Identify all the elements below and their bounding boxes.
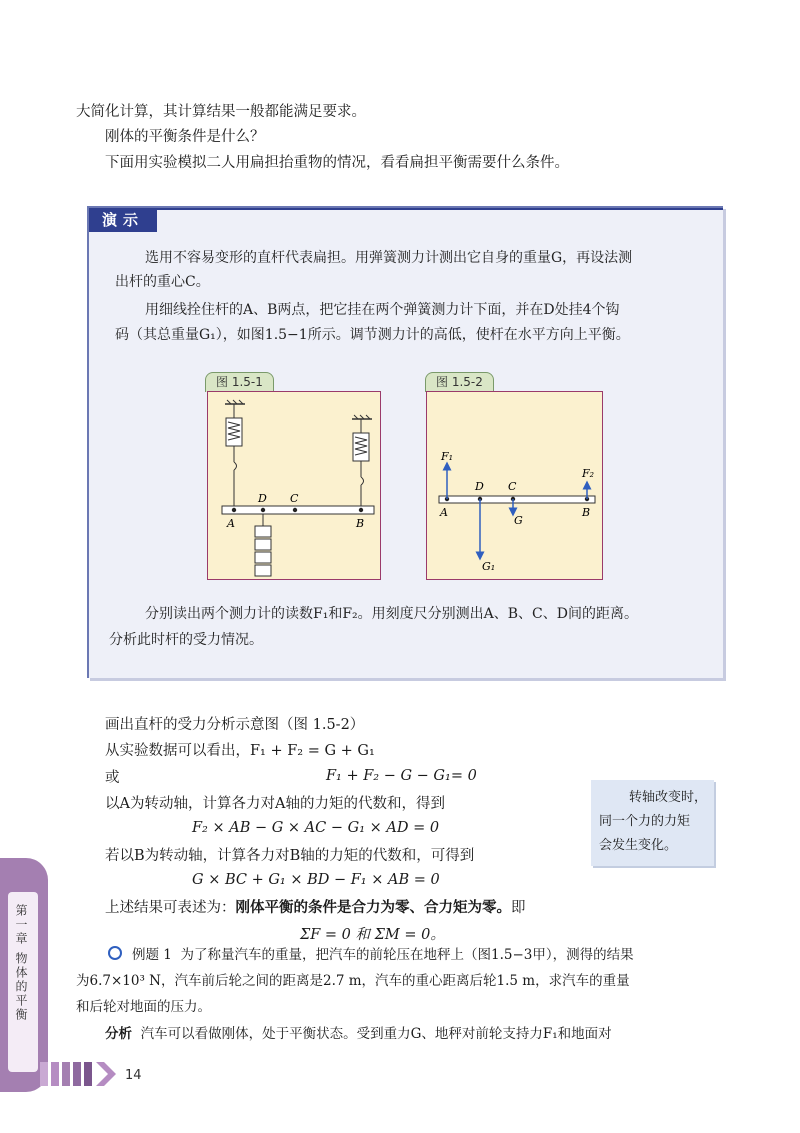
label-f1: F₁ [441,450,454,463]
intro-line-2: 刚体的平衡条件是什么？ [105,129,265,145]
demo-tab-label: 演示 [89,208,157,232]
side-note-line-2: 同一个力的力矩 [599,814,691,829]
side-note-line-1: 转轴改变时， [629,790,708,805]
chapter-tab-text: 第一章 物体的平衡 [14,904,28,1022]
label-a: A [227,517,235,530]
rod [222,506,374,514]
body-line-4: 以A为转动轴，计算各力对A轴的力矩的代数和，得到 [105,796,445,812]
body-line-6-a: 上述结果可表述为： [105,900,236,916]
figure1-drawing [208,392,380,579]
body-line-1: 画出直杆的受力分析示意图（图 1.5-2） [105,717,365,733]
rod [439,496,595,503]
equation-2: F₂ × AB − G × AC − G₁ × AD = 0 [192,820,440,836]
weight-1 [255,526,271,537]
figure1-panel [207,391,381,580]
figure2-panel [426,391,603,580]
equilibrium-condition: 刚体平衡的条件是合力为零、合力矩为零。 [235,899,511,916]
point-a [232,508,236,512]
body-line-2: 从实验数据可以看出，F₁ + F₂ = G + G₁ [105,743,375,759]
demo-para1-line2: 出杆的重心C。 [115,274,210,290]
example-label: 例题 1 [132,947,172,963]
label-c: C [290,492,299,505]
label-b: B [582,506,591,519]
demo-para1-line1: 选用不容易变形的直杆代表扁担。用弹簧测力计测出它自身的重量G，再设法测 [145,250,633,266]
demo-para3-line1: 分别读出两个测力计的读数F₁和F₂。用刻度尺分别测出A、B、C、D间的距离。 [145,606,638,622]
weight-2 [255,539,271,550]
label-g: G [514,514,523,527]
demo-divider [157,208,723,210]
body-line-5: 若以B为转动轴，计算各力对B轴的力矩的代数和，可得到 [105,848,475,864]
label-a: A [440,506,448,519]
weight-4 [255,565,271,576]
example-text-1: 为了称量汽车的重量，把汽车的前轮压在地秤上（图1.5−3甲），测得的结果 [180,947,634,963]
chapter-side-tab [0,858,48,1092]
intro-line-3: 下面用实验模拟二人用扁担抬重物的情况，看看扁担平衡需要什么条件。 [105,155,569,171]
hook-left [234,462,237,470]
demo-para2-line2: 码（其总重量G₁），如图1.5−1所示。调节测力计的高低，使杆在水平方向上平衡。 [115,327,630,343]
demo-box [87,206,723,678]
analysis-line [105,1024,612,1044]
demo-para3-line2: 分析此时杆的受力情况。 [109,632,263,648]
page-arrow-decoration [40,1060,120,1088]
label-c: C [508,480,517,493]
page-number: 14 [125,1068,142,1083]
point-b [359,508,363,512]
intro-line-1: 大简化计算，其计算结果一般都能满足要求。 [76,104,366,120]
label-d: D [475,480,484,493]
label-g1: G₁ [482,560,496,573]
point-d [261,508,265,512]
demo-para2-line1: 用细线拴住杆的A、B两点，把它挂在两个弹簧测力计下面，并在D处挂4个钩 [145,302,620,318]
body-or: 或 [105,770,120,786]
hook-right [361,477,364,485]
point-c [293,508,297,512]
chapter-tab-inner [8,892,38,1072]
body-line-6-c: 即 [511,900,526,916]
analysis-text: 汽车可以看做刚体，处于平衡状态。受到重力G、地秤对前轮支持力F₁和地面对 [140,1026,612,1042]
example-line-2: 为6.7×10³ N，汽车前后轮之间的距离是2.7 m，汽车的重心距离后轮1.5 m，求汽车的重量 [76,973,630,989]
example-line-3: 和后轮对地面的压力。 [76,999,211,1015]
example-bullet-icon [108,946,122,960]
label-f2: F₂ [582,467,595,480]
equation-3: G × BC + G₁ × BD − F₁ × AB = 0 [192,872,440,888]
equation-1: F₁ + F₂ − G − G₁= 0 [326,768,477,784]
figure2-drawing [427,392,602,579]
weight-3 [255,552,271,563]
body-line-6 [105,898,526,918]
figure2-label: 图 1.5-2 [425,372,494,392]
figure1-label: 图 1.5-1 [205,372,274,392]
side-note [591,780,714,866]
label-d: D [258,492,267,505]
equation-4: ΣF = 0 和 ΣM = 0。 [300,927,445,943]
side-note-line-3: 会发生变化。 [599,838,678,853]
example-line-1 [108,945,634,965]
label-b: B [356,517,365,530]
analysis-label: 分析 [105,1026,132,1042]
